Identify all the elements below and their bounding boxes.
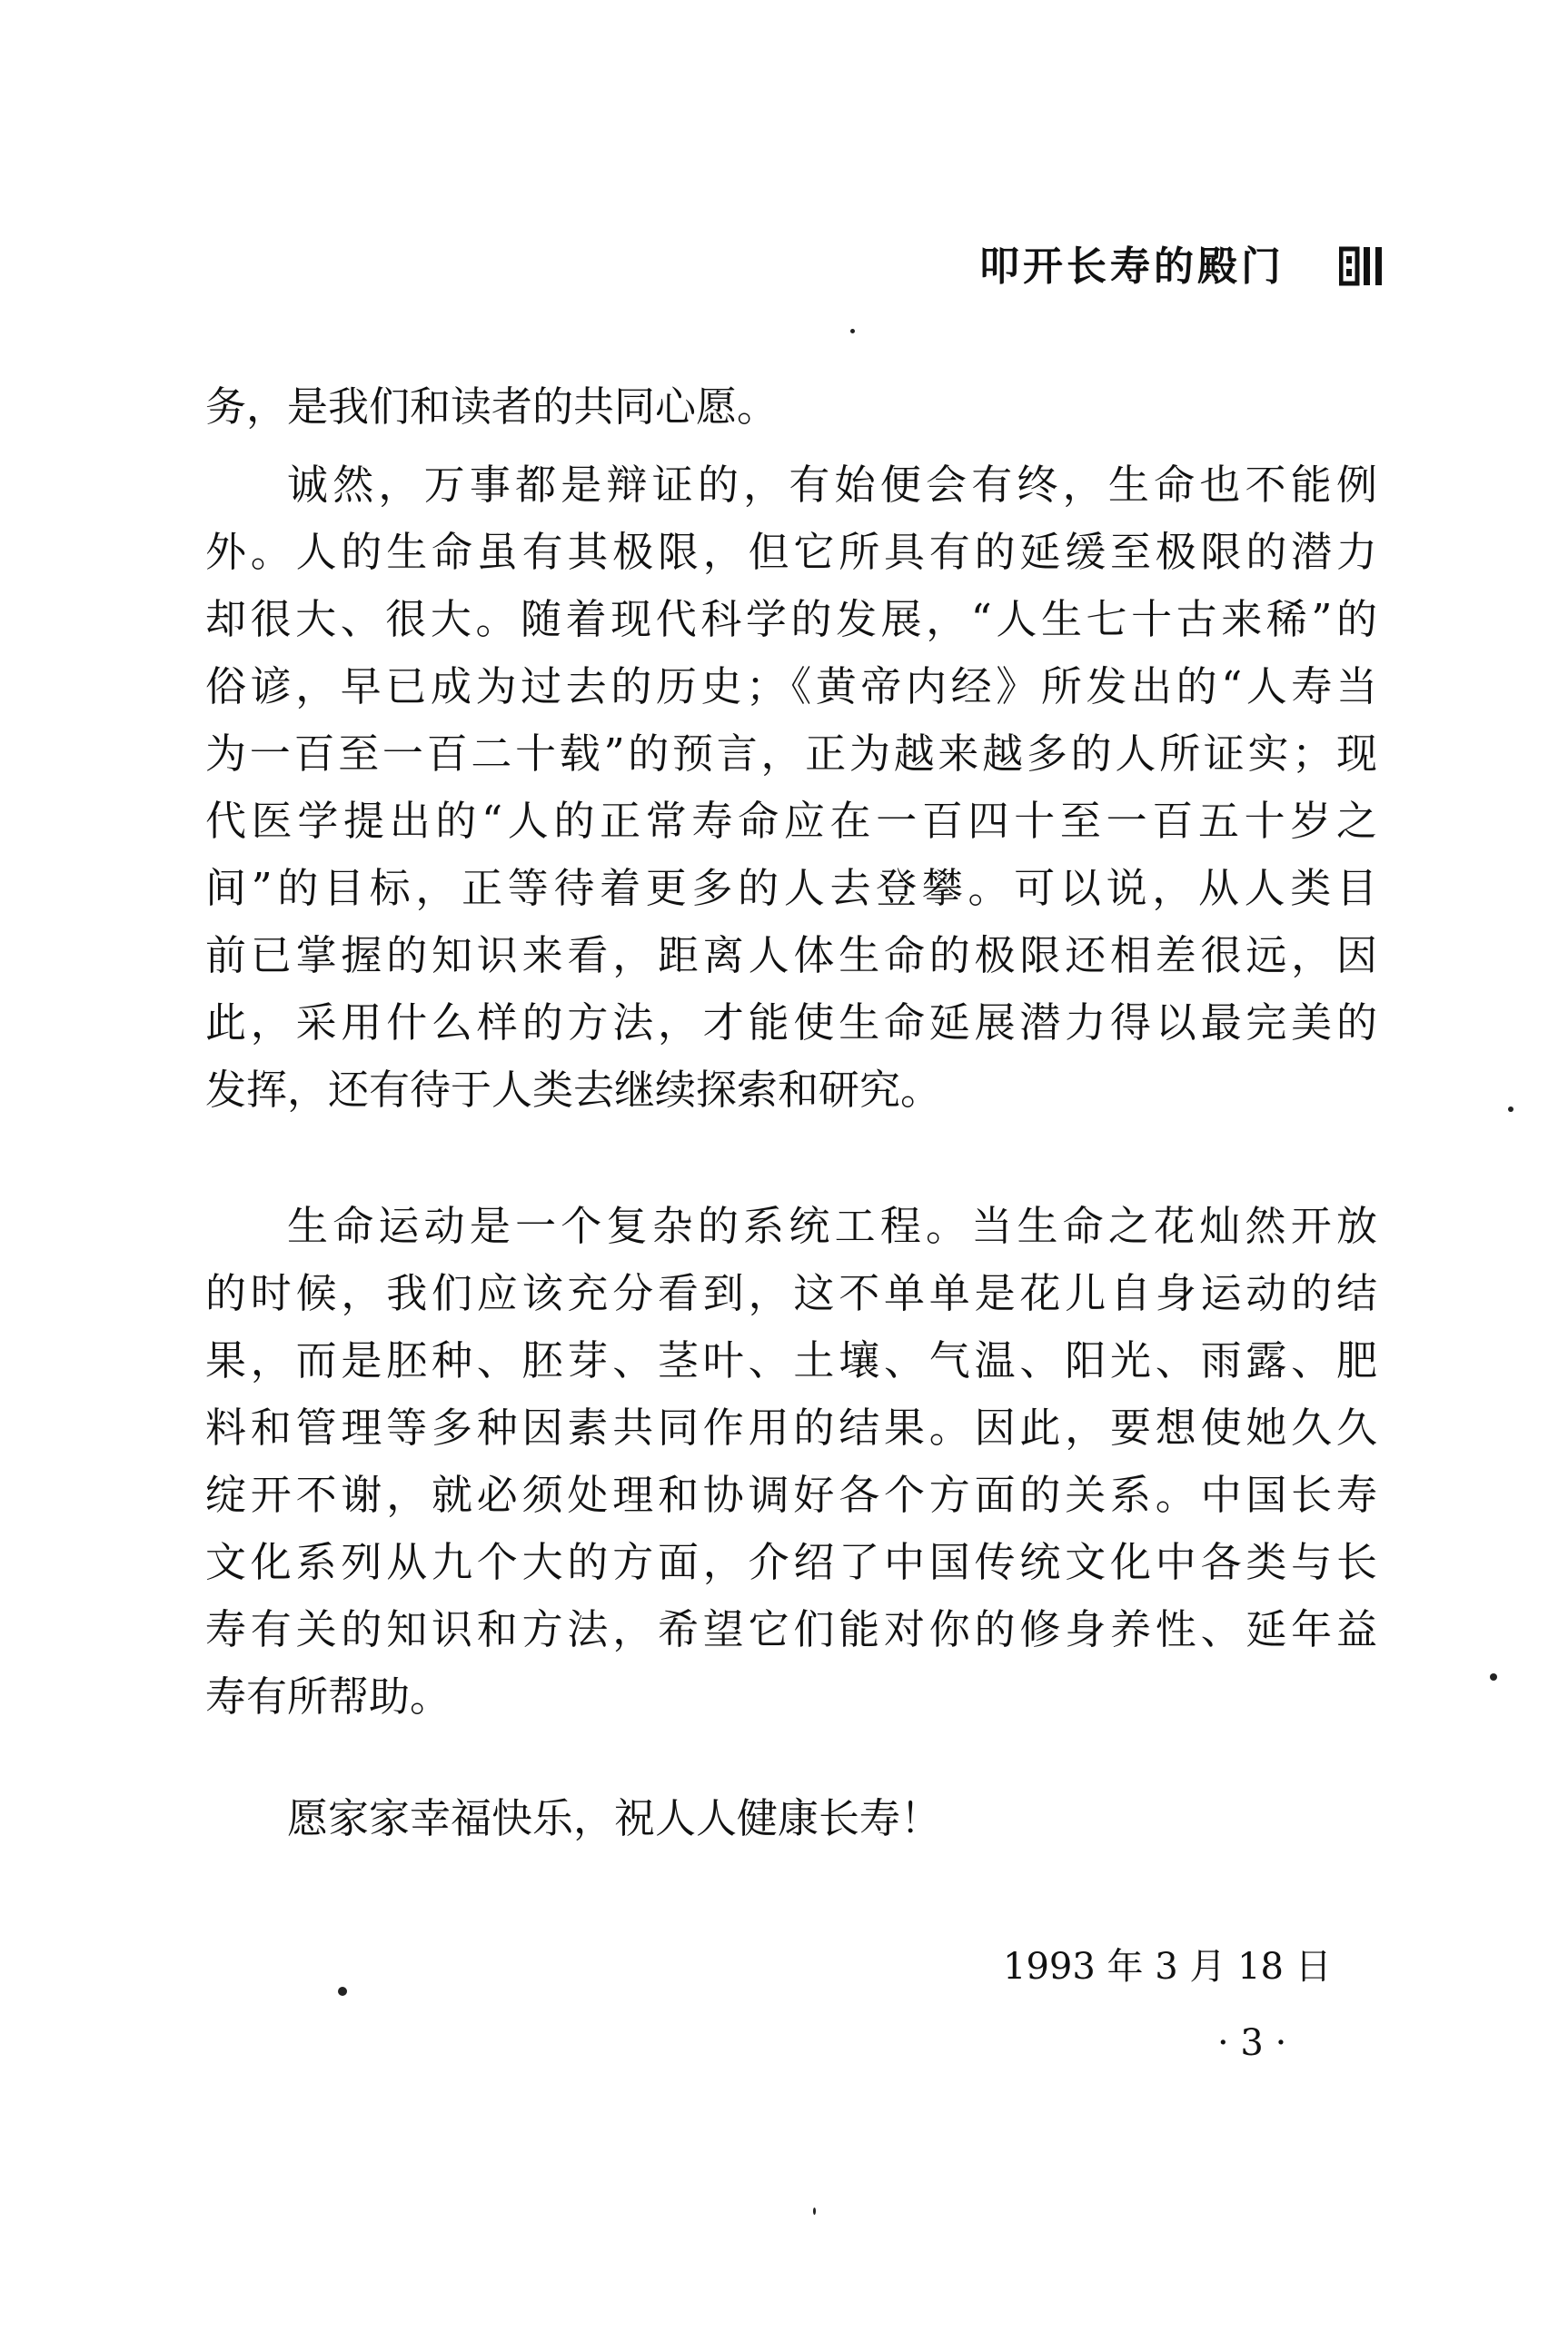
scan-speck [1508,1106,1513,1112]
body-line: 发挥，还有待于人类去继续探索和研究。 [205,1066,942,1114]
page-number: · 3 · [1217,2022,1287,2064]
scan-speck [338,1987,347,1996]
body-line: 代医学提出的“人的正常寿命应在一百四十至一百五十岁之 [205,797,1377,845]
scan-speck [813,2208,816,2215]
body-line: 的时候，我们应该充分看到，这不单单是花儿自身运动的结 [205,1269,1377,1317]
body-line: 文化系列从九个大的方面，介绍了中国传统文化中各类与长 [205,1538,1377,1586]
preface-date: 1993 年 3 月 18 日 [1003,1946,1332,1988]
scan-speck [1490,1673,1497,1681]
body-line: 为一百至一百二十载”的预言，正为越来越多的人所证实；现 [205,729,1377,778]
body-line: 前已掌握的知识来看，距离人体生命的极限还相差很远，因 [205,931,1377,979]
running-head-logo [1339,245,1386,287]
body-line: 诚然，万事都是辩证的，有始便会有终，生命也不能例 [287,461,1377,509]
scan-speck [850,329,855,333]
body-line: 寿有关的知识和方法，希望它们能对你的修身养性、延年益 [205,1605,1377,1653]
body-line: 却很大、很大。随着现代科学的发展，“人生七十古来稀”的 [205,595,1377,643]
body-line: 此，采用什么样的方法，才能使生命延展潜力得以最完美的 [205,998,1377,1047]
body-line: 果，而是胚种、胚芽、茎叶、土壤、气温、阳光、雨露、肥 [205,1336,1377,1384]
body-line: 俗谚，早已成为过去的历史；《黄帝内经》所发出的“人寿当 [205,662,1377,710]
body-line: 生命运动是一个复杂的系统工程。当生命之花灿然开放 [287,1202,1377,1250]
body-line: 务，是我们和读者的共同心愿。 [205,382,779,431]
body-line: 料和管理等多种因素共同作用的结果。因此，要想使她久久 [205,1404,1377,1452]
body-line: 外。人的生命虽有其极限，但它所具有的延缓至极限的潜力 [205,528,1377,576]
body-line: 愿家家幸福快乐，祝人人健康长寿！ [287,1794,942,1842]
running-head-title: 叩开长寿的殿门 [979,243,1285,290]
body-line: 绽开不谢，就必须处理和协调好各个方面的关系。中国长寿 [205,1471,1377,1519]
body-line: 间”的目标，正等待着更多的人去登攀。可以说，从人类目 [205,864,1377,912]
body-line: 寿有所帮助。 [205,1672,452,1721]
